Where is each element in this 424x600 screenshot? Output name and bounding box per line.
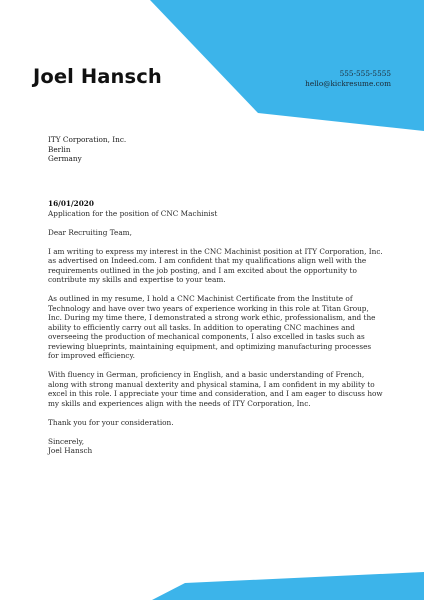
letter-paragraph: Thank you for your consideration. — [48, 417, 174, 427]
letter-signature: Joel Hansch — [48, 446, 93, 455]
letter-salutation: Dear Recruiting Team, — [48, 227, 132, 237]
letter-paragraph: As outlined in my resume, I hold a CNC Machinist Certificate from the Institute of Technology and have over two years of experience working in this role at Titan Group, Inc. During my time there, I demonstrated a strong work ethic, professionalism, and the ability to efficiently carry out all tasks. In addition to operating CNC machines and overseeing the production of mechanical components, I also excelled in tasks such as reviewing blueprints, maintaining equipment, and optimizing manufacturing processes for improved efficiency. — [48, 294, 376, 360]
contact-info — [305, 69, 391, 89]
phone-number: 555-555-5555 — [339, 69, 391, 78]
recipient-country: Germany — [48, 154, 82, 164]
recipient-city: Berlin — [48, 144, 71, 154]
letter-paragraph: With fluency in German, proficiency in English, and a basic understanding of French, along with strong manual dexterity and physical stamina, I am confident in my ability to excel in this role. I appreciate your time and consideration, and I am eager to discuss how my skills and experiences align with the needs of ITY Corporation, Inc. — [48, 370, 383, 408]
applicant-name: Joel Hansch — [33, 65, 162, 88]
email-address: hello@kickresume.com — [305, 79, 391, 88]
recipient-company: ITY Corporation, Inc. — [48, 135, 127, 144]
recipient-address — [48, 135, 126, 164]
letter-date: 16/01/2020 — [48, 199, 94, 208]
letter-paragraph: I am writing to express my interest in the CNC Machinist position at ITY Corporation, Inc. as advertised on Indeed.com. I am confident that my qualifications align well with the requirements outlined in the job posting, and I am excited about the opportunity to contribute my skills and expertise to your team. — [48, 246, 383, 284]
letter-subject: Application for the position of CNC Machinist — [48, 208, 218, 218]
letter-body — [48, 199, 383, 456]
letter-closing: Sincerely, — [48, 436, 85, 446]
